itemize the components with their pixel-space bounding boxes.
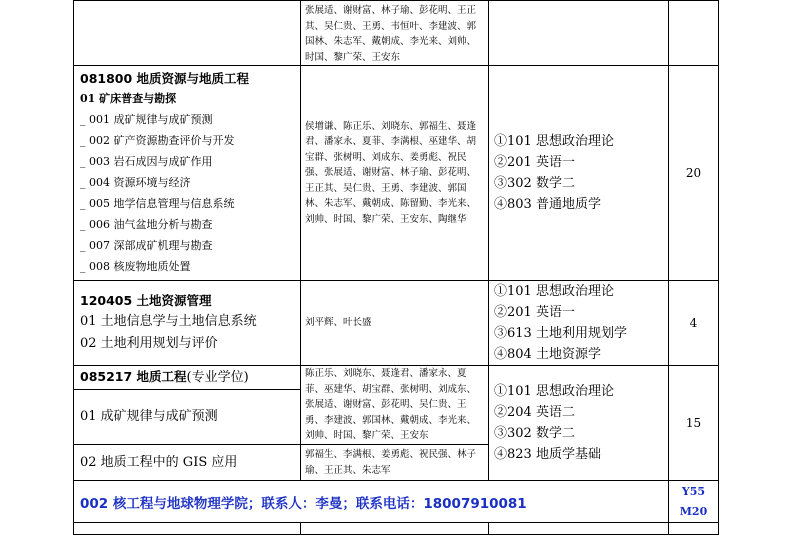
quota-cell xyxy=(669,481,719,523)
direction-item: _ 005 地学信息管理与信息系统 xyxy=(80,197,235,210)
exam-subject: ④804 土地资源学 xyxy=(494,347,601,362)
major-code-title: 085217 地质工程 xyxy=(80,369,187,384)
major-sub-heading: 01 矿床普查与勘探 xyxy=(80,92,177,105)
exam-subject: ②201 英语一 xyxy=(494,305,575,320)
quota-m: M20 xyxy=(679,504,708,518)
table-row xyxy=(74,523,719,535)
empty-cell xyxy=(74,523,301,535)
major-cell xyxy=(74,281,301,366)
enrollment-count: 4 xyxy=(669,281,719,366)
major-code-title: 120405 土地资源管理 xyxy=(80,293,212,308)
direction-item: _ 008 核废物地质处置 xyxy=(80,260,191,273)
exam-subject: ③302 数学二 xyxy=(494,176,575,191)
exam-subject: ①101 思想政治理论 xyxy=(494,384,614,399)
exam-subject: ②201 英语一 xyxy=(494,155,575,170)
empty-cell xyxy=(301,523,489,535)
exam-subject: ①101 思想政治理论 xyxy=(494,134,614,149)
tutors-cell: 张展适、谢财富、林子瑜、彭花明、王正其、吴仁贵、王勇、韦恒叶、李建波、郭国林、朱志军、戴朝成、李光来、刘帅、时国、黎广荣、王安东 xyxy=(301,1,489,66)
table-row-081800 xyxy=(74,66,719,281)
exam-subject: ③613 土地利用规划学 xyxy=(494,326,627,341)
direction-item: _ 007 深部成矿机理与勘查 xyxy=(80,239,213,252)
quota-y: Y55 xyxy=(681,484,706,498)
major-cell xyxy=(74,1,301,66)
exam-subject: ③302 数学二 xyxy=(494,426,575,441)
direction-item: 01 成矿规律与成矿预测 xyxy=(74,390,301,445)
major-cell xyxy=(74,366,301,390)
exam-cell xyxy=(489,366,669,481)
exam-subject: ①101 思想政治理论 xyxy=(494,284,614,299)
direction-item: _ 004 资源环境与经济 xyxy=(80,176,191,189)
exam-cell xyxy=(489,1,669,66)
enrollment-count: 15 xyxy=(669,366,719,481)
tutors-cell: 陈正乐、刘晓东、聂逢君、潘家永、夏菲、巫建华、胡宝群、张树明、刘成东、张展适、谢财富、彭花明、吴仁贵、王勇、李建波、郭国林、戴朝成、李光来、刘帅、时国、黎广荣、王安东 xyxy=(301,366,489,445)
direction-item: 02 土地利用规划与评价 xyxy=(80,336,218,351)
direction-item: 01 土地信息学与土地信息系统 xyxy=(80,314,257,329)
major-code-suffix: (专业学位) xyxy=(186,370,249,385)
college-header: 002 核工程与地球物理学院；联系人：李曼；联系电话：18007910081 xyxy=(74,481,669,523)
direction-item: _ 002 矿产资源勘查评价与开发 xyxy=(80,134,235,147)
table-row xyxy=(74,1,719,66)
college-header-row xyxy=(74,481,719,523)
direction-item: _ 006 油气盆地分析与勘查 xyxy=(80,218,213,231)
direction-item: _ 003 岩石成因与成矿作用 xyxy=(80,155,213,168)
major-code-title: 081800 地质资源与地质工程 xyxy=(80,71,250,86)
table-row-120405 xyxy=(74,281,719,366)
enrollment-count: 20 xyxy=(669,66,719,281)
exam-cell xyxy=(489,281,669,366)
exam-subject: ②204 英语二 xyxy=(494,405,575,420)
empty-cell xyxy=(669,523,719,535)
exam-cell xyxy=(489,66,669,281)
table-row-085217 xyxy=(74,366,719,390)
tutors-cell: 侯增谦、陈正乐、刘晓东、郭福生、聂逢君、潘家永、夏菲、李满根、巫建华、胡宝群、张树明、刘成东、姜勇彪、祝民强、张展适、谢财富、林子瑜、彭花明、王正其、吴仁贵、王勇、李建波、郭国林、朱志军、戴朝成、陈留勤、李光来、刘帅、时国、黎广荣、王安东、陶继华 xyxy=(301,66,489,281)
direction-item: _ 001 成矿规律与成矿预测 xyxy=(80,113,213,126)
exam-subject: ④803 普通地质学 xyxy=(494,197,601,212)
exam-subject: ④823 地质学基础 xyxy=(494,447,601,462)
empty-cell xyxy=(489,523,669,535)
count-cell xyxy=(669,1,719,66)
direction-item: 02 地质工程中的 GIS 应用 xyxy=(74,445,301,481)
tutors-cell: 刘平辉、叶长盛 xyxy=(301,281,489,366)
admissions-table xyxy=(73,0,719,535)
tutors-cell: 郭福生、李满根、姜勇彪、祝民强、林子瑜、王正其、朱志军 xyxy=(301,445,489,481)
major-cell xyxy=(74,66,301,281)
